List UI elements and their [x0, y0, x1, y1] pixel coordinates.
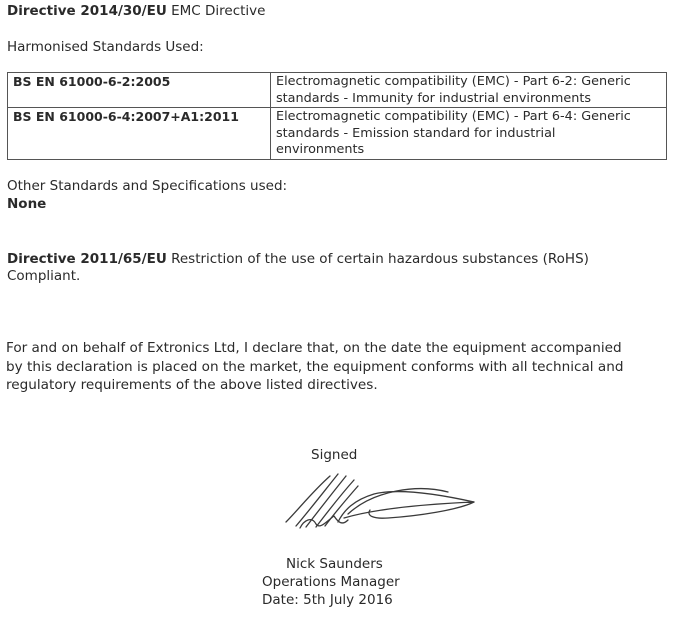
standard-description-line: Electromagnetic compatibility (EMC) - Part 6-2: Generic	[276, 74, 631, 89]
harmonised-standards-label: Harmonised Standards Used:	[7, 39, 204, 55]
standard-description-line: environments	[276, 142, 365, 157]
standard-description	[271, 108, 667, 160]
declaration-line: For and on behalf of Extronics Ltd, I declare that, on the date the equipment accompanied	[6, 340, 622, 356]
standard-code: BS EN 61000-6-2:2005	[8, 73, 271, 108]
directive-rohs-heading	[7, 250, 589, 269]
signatory-name: Nick Saunders	[286, 556, 383, 572]
directive-rohs-code: Directive 2011/65/EU	[7, 251, 167, 267]
rohs-status: Compliant.	[7, 268, 81, 284]
directive-emc-heading	[7, 3, 265, 20]
directive-emc-code: Directive 2014/30/EU	[7, 3, 167, 19]
declaration-line: regulatory requirements of the above listed directives.	[6, 377, 378, 393]
declaration-statement	[6, 339, 670, 395]
other-standards-value: None	[7, 196, 47, 212]
declaration-line: by this declaration is placed on the market, the equipment conforms with all technical and	[6, 358, 624, 375]
standard-description-line: standards - Emission standard for industrial	[276, 125, 556, 141]
standards-table	[7, 72, 667, 160]
table-row	[8, 108, 667, 160]
signature-date: Date: 5th July 2016	[262, 592, 393, 608]
signatory-role: Operations Manager	[262, 574, 400, 590]
directive-rohs-title: Restriction of the use of certain hazardous substances (RoHS)	[171, 251, 589, 267]
standard-description	[271, 73, 667, 108]
directive-emc-title: EMC Directive	[171, 3, 266, 19]
standard-description-line: Electromagnetic compatibility (EMC) - Part 6-4: Generic	[276, 109, 631, 124]
standard-description-line: standards - Immunity for industrial environments	[276, 90, 592, 106]
other-standards-label: Other Standards and Specifications used:	[7, 178, 288, 194]
standard-code: BS EN 61000-6-4:2007+A1:2011	[8, 108, 271, 160]
handwritten-signature	[278, 470, 478, 532]
signed-label: Signed	[311, 447, 358, 463]
table-row	[8, 73, 667, 108]
